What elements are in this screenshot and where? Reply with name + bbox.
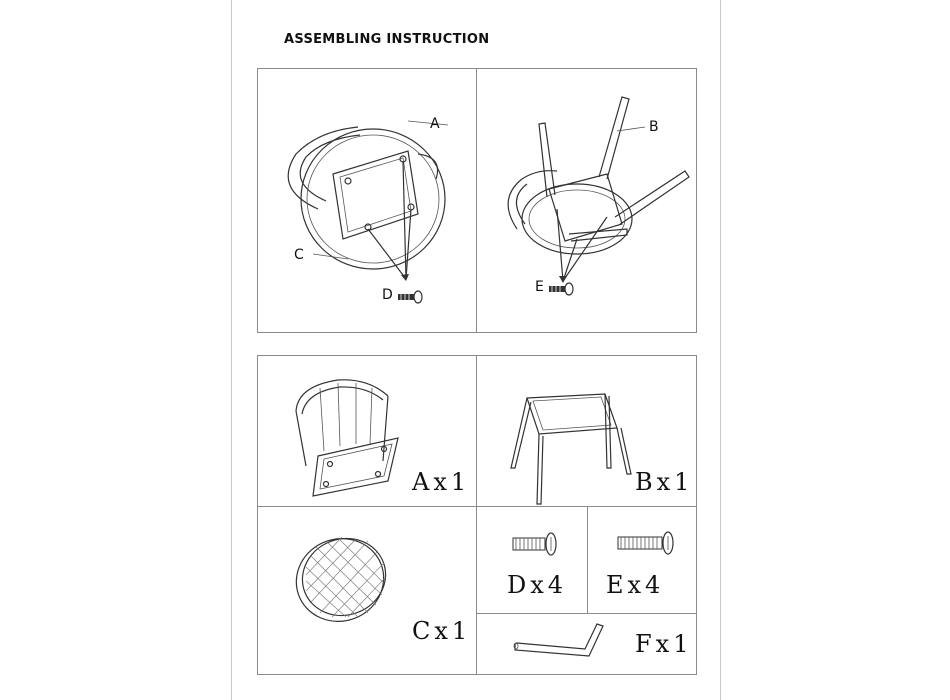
callout-d: D [382, 287, 393, 303]
step-1-illustration [258, 69, 476, 332]
callout-b: B [649, 119, 659, 135]
instruction-sheet [231, 0, 721, 700]
callout-e: E [535, 279, 544, 295]
part-f-label: Fx1 [635, 630, 693, 658]
part-b-label: Bx1 [635, 468, 694, 496]
part-a-cell [258, 356, 476, 506]
callout-a: A [430, 116, 440, 132]
callout-c: C [294, 247, 304, 263]
part-e-label: Ex4 [606, 571, 665, 599]
step-2-illustration [477, 69, 696, 332]
document-title: ASSEMBLING INSTRUCTION [284, 32, 490, 47]
step-2-panel [477, 69, 696, 332]
part-c-cell [258, 507, 476, 674]
assembly-steps-box [257, 68, 697, 333]
part-b-cell [477, 356, 696, 506]
part-d-label: Dx4 [507, 571, 568, 599]
step-1-panel [258, 69, 476, 332]
part-e-cell [588, 507, 696, 613]
part-a-label: Ax1 [412, 468, 471, 496]
seat-cushion-illustration [258, 507, 476, 674]
part-d-cell [477, 507, 587, 613]
parts-list-box [257, 355, 697, 675]
part-f-cell [477, 614, 696, 674]
part-c-label: Cx1 [412, 617, 472, 645]
